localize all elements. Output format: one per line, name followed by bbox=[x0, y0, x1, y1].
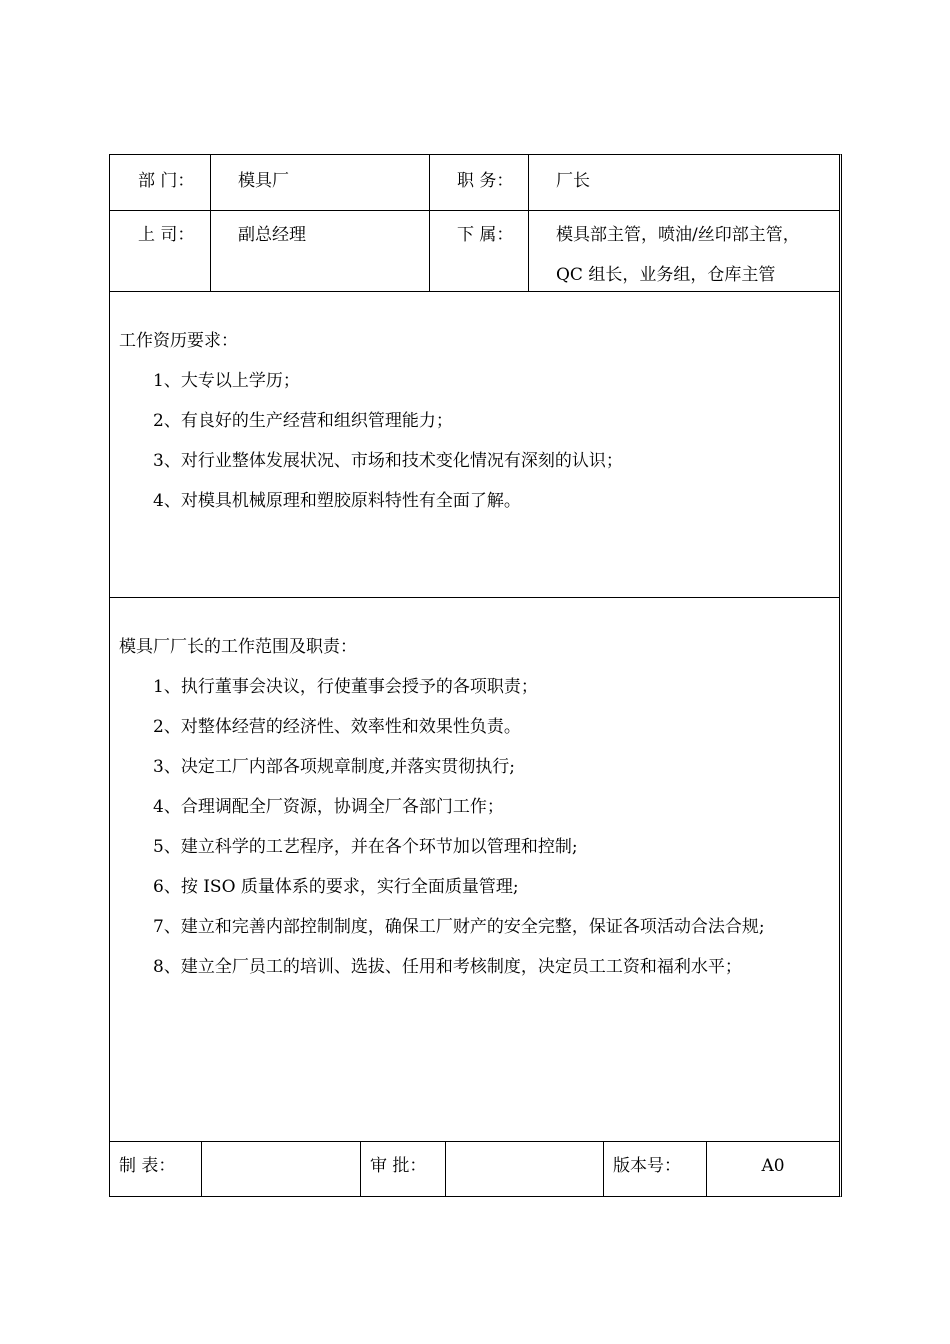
department-value: 模具厂 bbox=[238, 171, 289, 191]
responsibilities-title: 模具厂厂长的工作范围及职责： bbox=[119, 637, 357, 657]
list-item: 3、决定工厂内部各项规章制度,并落实贯彻执行; bbox=[153, 757, 515, 777]
subordinate-value-line1: 模具部主管，喷油/丝印部主管， bbox=[556, 225, 800, 245]
position-value: 厂长 bbox=[556, 171, 590, 191]
job-description-table bbox=[109, 154, 842, 1197]
position-label: 职 务： bbox=[457, 171, 514, 191]
row-divider bbox=[110, 210, 839, 211]
prepared-by-label: 制 表： bbox=[119, 1156, 176, 1176]
qualifications-section bbox=[119, 321, 835, 521]
list-item: 1、执行董事会决议，行使董事会授予的各项职责； bbox=[153, 677, 538, 697]
list-item: 4、合理调配全厂资源，协调全厂各部门工作； bbox=[153, 797, 504, 817]
approved-by-label: 审 批： bbox=[370, 1156, 427, 1176]
list-item: 2、对整体经营的经济性、效率性和效果性负责。 bbox=[153, 717, 521, 737]
list-item: 8、建立全厂员工的培训、选拔、任用和考核制度，决定员工工资和福利水平； bbox=[153, 957, 742, 977]
version-label: 版本号： bbox=[613, 1156, 681, 1176]
subordinate-value-line2: QC 组长，业务组，仓库主管 bbox=[556, 265, 776, 285]
list-item: 2、有良好的生产经营和组织管理能力； bbox=[153, 411, 453, 431]
list-item: 5、建立科学的工艺程序，并在各个环节加以管理和控制; bbox=[153, 837, 578, 857]
row-divider bbox=[110, 1141, 839, 1142]
superior-label: 上 司： bbox=[138, 225, 195, 245]
superior-value: 副总经理 bbox=[238, 225, 306, 245]
subordinate-label: 下 属： bbox=[457, 225, 514, 245]
qualifications-title: 工作资历要求： bbox=[119, 331, 238, 351]
col-divider bbox=[603, 1141, 604, 1196]
col-divider bbox=[528, 155, 529, 291]
col-divider bbox=[201, 1141, 202, 1196]
col-divider bbox=[360, 1141, 361, 1196]
version-value: A0 bbox=[761, 1156, 785, 1176]
responsibilities-section bbox=[119, 627, 835, 987]
row-divider bbox=[110, 597, 839, 598]
list-item: 6、按 ISO 质量体系的要求，实行全面质量管理; bbox=[153, 877, 519, 897]
list-item: 1、大专以上学历； bbox=[153, 371, 300, 391]
col-divider bbox=[210, 155, 211, 291]
list-item: 3、对行业整体发展状况、市场和技术变化情况有深刻的认识； bbox=[153, 451, 623, 471]
department-label: 部 门： bbox=[138, 171, 195, 191]
list-item: 4、对模具机械原理和塑胶原料特性有全面了解。 bbox=[153, 491, 521, 511]
col-divider bbox=[429, 155, 430, 291]
list-item: 7、建立和完善内部控制制度，确保工厂财产的安全完整，保证各项活动合法合规; bbox=[153, 917, 765, 937]
col-divider bbox=[445, 1141, 446, 1196]
